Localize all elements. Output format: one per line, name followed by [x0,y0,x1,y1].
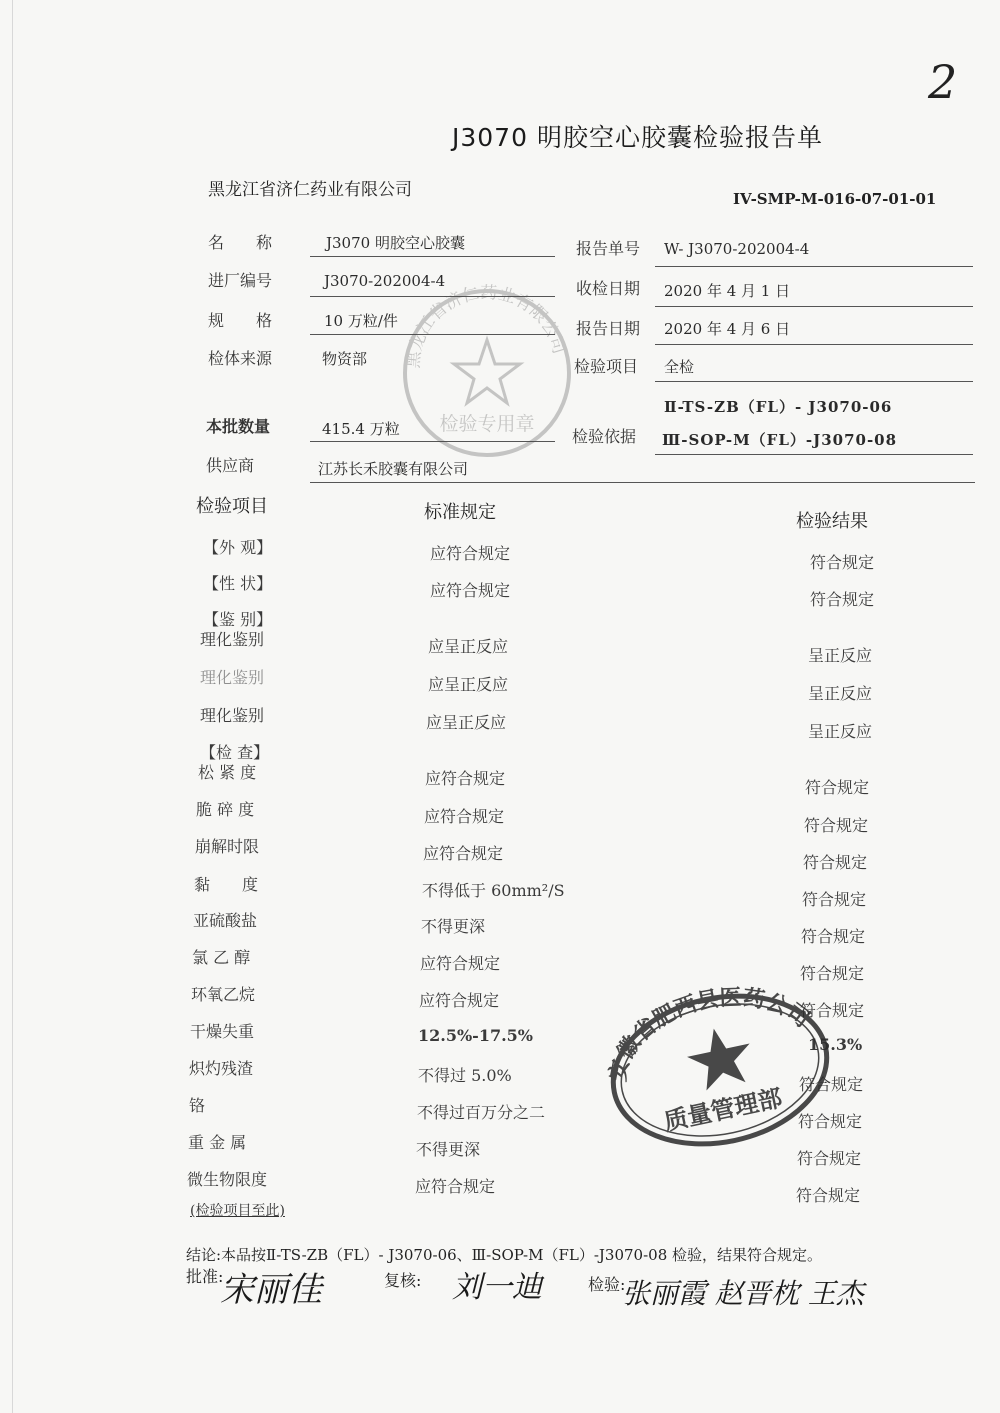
review-label: 复核: [384,1271,422,1290]
report-title: J3070 明胶空心胶囊检验报告单 [452,123,823,152]
conclusion-text: 结论:本品按Ⅱ-TS-ZB（FL）- J3070-06、Ⅲ-SOP-M（FL）-J3070-08 检验，结果符合规定。 [186,1246,823,1264]
row-standard: 应符合规定 [423,844,504,863]
supplier-value: 江苏长禾胶囊有限公司 [318,460,469,478]
entry-no-label: 进厂编号 [208,271,273,290]
receive-date-label: 收检日期 [576,279,641,298]
row-item: 【外 观】 [203,538,273,557]
row-item: 微生物限度 [187,1170,268,1189]
review-signature: 刘一迪 [452,1270,542,1305]
row-item: 【性 状】 [203,574,273,593]
row-result: 符合规定 [801,927,866,946]
row-item: 亚硫酸盐 [193,911,258,930]
row-item: 理化鉴别 [200,668,265,687]
page-number-mark: 2 [928,55,958,109]
row-standard: 不得更深 [421,917,486,936]
row-item: 干燥失重 [190,1022,255,1041]
document-code: IV-SMP-M-016-07-01-01 [733,190,937,208]
row-standard: 应呈正反应 [426,713,507,732]
receive-date-value: 2020 年 4 月 1 日 [664,282,791,300]
row-result: 符合规定 [800,964,865,983]
row-standard: 应符合规定 [430,581,511,600]
svg-text:质量管理部: 质量管理部 [661,1083,785,1137]
items-end-note: (检验项目至此) [190,1203,285,1219]
row-result: 符合规定 [804,816,869,835]
row-standard: 应符合规定 [425,769,506,788]
row-standard: 应符合规定 [420,954,501,973]
row-result: 符合规定 [810,590,875,609]
test-signature: 张丽霞 赵晋枕 王杰 [622,1277,864,1310]
company-inspection-stamp [392,278,582,468]
row-item: 崩解时限 [195,837,260,856]
row-item: 黏 度 [194,875,259,894]
row-item: 理化鉴别 [200,630,265,649]
row-standard: 应符合规定 [430,544,511,563]
row-result: 符合规定 [803,853,868,872]
report-no-label: 报告单号 [576,239,641,258]
col-item-header: 检验项目 [196,496,268,517]
report-no-value: W- J3070-202004-4 [664,240,810,258]
row-result: 呈正反应 [808,722,873,741]
scan-edge-line [12,0,13,1413]
row-result: 符合规定 [810,553,875,572]
row-standard: 不得更深 [416,1140,481,1159]
report-date-value: 2020 年 4 月 6 日 [664,320,791,338]
row-result: 符合规定 [798,1112,863,1131]
row-standard: 应符合规定 [424,807,505,826]
svg-text:安徽省肥西县医药公司: 安徽省肥西县医药公司 [605,985,815,1084]
svg-text:检验专用章: 检验专用章 [439,413,535,435]
report-date-label: 报告日期 [576,319,641,338]
approve-label: 批准: [186,1267,224,1286]
basis-line-2: Ⅲ-SOP-M（FL）-J3070-08 [662,431,898,449]
row-item: 铬 [189,1096,206,1115]
basis-label: 检验依据 [572,427,637,446]
row-standard: 12.5%-17.5% [418,1026,533,1045]
row-result: 呈正反应 [808,684,873,703]
approve-signature: 宋丽佳 [220,1270,322,1310]
row-standard: 应符合规定 [415,1177,496,1196]
supplier-label: 供应商 [206,456,255,475]
row-result: 符合规定 [805,778,870,797]
row-result: 符合规定 [800,1001,865,1020]
row-result: 符合规定 [796,1186,861,1205]
basis-line-1: Ⅱ-TS-ZB（FL）- J3070-06 [664,398,893,416]
row-item: 理化鉴别 [200,706,265,725]
row-item: 氯 乙 醇 [192,948,251,967]
row-result: 呈正反应 [808,646,873,665]
test-items-label: 检验项目 [574,357,639,376]
test-label: 检验: [588,1275,626,1294]
source-value: 物资部 [322,350,368,368]
row-result: 符合规定 [799,1075,864,1094]
entry-no-value: J3070-202004-4 [324,272,446,290]
spec-label: 规 格 [208,311,273,330]
row-standard: 应符合规定 [419,991,500,1010]
company-name: 黑龙江省济仁药业有限公司 [208,180,412,200]
row-item: 松 紧 度 [198,763,257,782]
source-label: 检体来源 [208,349,273,368]
svg-text:黑龙江省济仁药业有限公司: 黑龙江省济仁药业有限公司 [403,283,569,370]
row-result: 符合规定 [802,890,867,909]
qa-department-stamp [605,985,835,1150]
name-value: J3070 明胶空心胶囊 [326,234,465,252]
row-standard: 不得过 5.0% [418,1066,512,1085]
row-item: 重 金 属 [188,1133,247,1152]
row-item: 环氧乙烷 [191,985,256,1004]
col-standard-header: 标准规定 [424,502,496,523]
row-result: 15.3% [808,1035,863,1054]
row-standard: 不得过百万分之二 [417,1103,546,1122]
row-standard: 应呈正反应 [428,637,509,656]
row-item: 炽灼残渣 [189,1059,254,1078]
row-standard: 不得低于 60mm²/S [422,881,565,900]
row-item: 【鉴 别】 [203,610,273,629]
row-standard: 应呈正反应 [428,675,509,694]
row-result: 符合规定 [797,1149,862,1168]
row-item: 脆 碎 度 [196,800,255,819]
row-item: 【检 查】 [200,743,270,762]
test-items-value: 全检 [664,358,695,376]
quantity-value: 415.4 万粒 [322,420,400,438]
col-result-header: 检验结果 [796,511,868,532]
quantity-label: 本批数量 [206,417,271,436]
spec-value: 10 万粒/件 [324,312,398,330]
name-label: 名 称 [208,233,273,252]
